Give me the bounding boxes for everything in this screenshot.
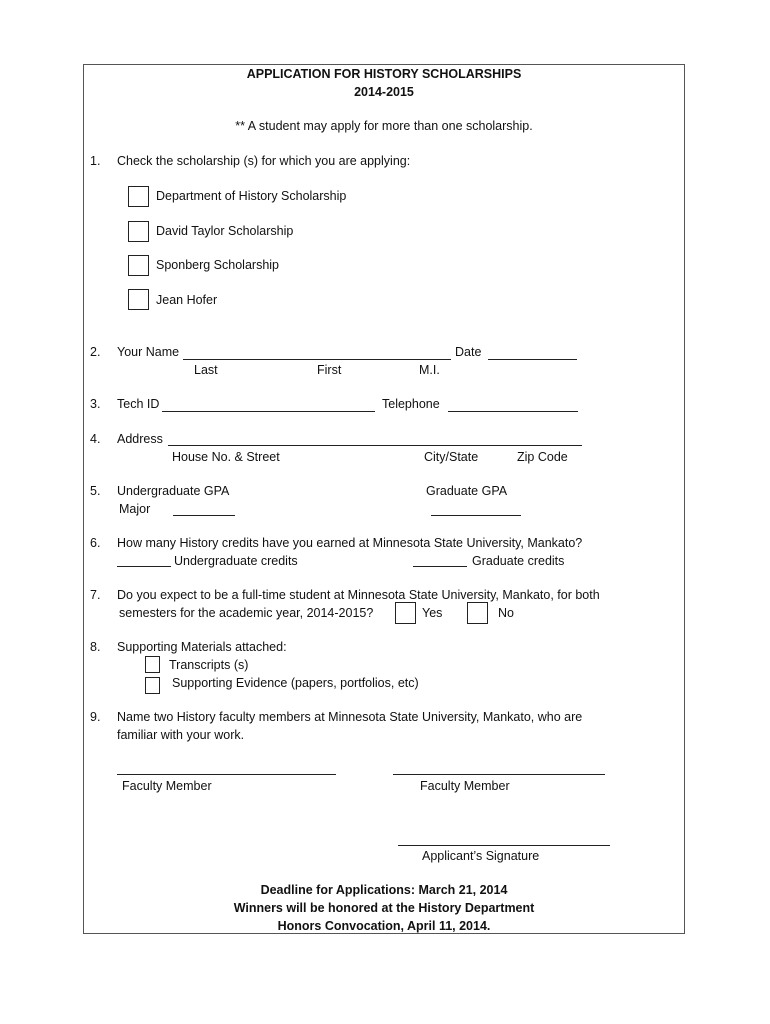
grad-gpa-field[interactable] bbox=[431, 515, 521, 516]
address-sub-street: House No. & Street bbox=[172, 450, 280, 464]
date-field[interactable] bbox=[488, 359, 577, 360]
tech-id-label: Tech ID bbox=[117, 397, 160, 411]
yes-label: Yes bbox=[422, 606, 443, 620]
q6-number: 6. bbox=[90, 536, 101, 550]
checkbox-dept-history[interactable] bbox=[128, 186, 149, 207]
checkbox-sponberg[interactable] bbox=[128, 255, 149, 276]
q1-text: Check the scholarship (s) for which you are applying: bbox=[117, 154, 411, 168]
undergrad-credits-field[interactable] bbox=[117, 566, 171, 567]
faculty-member-2-field[interactable] bbox=[393, 774, 605, 775]
address-sub-city: City/State bbox=[424, 450, 479, 464]
faculty-member-2-label: Faculty Member bbox=[420, 779, 510, 793]
tech-id-field[interactable] bbox=[162, 411, 375, 412]
form-title: APPLICATION FOR HISTORY SCHOLARSHIPS bbox=[246, 67, 522, 81]
checkbox-yes[interactable] bbox=[395, 602, 416, 624]
grad-credits-label: Graduate credits bbox=[472, 554, 565, 568]
checkbox-transcripts[interactable] bbox=[145, 656, 160, 673]
faculty-member-1-field[interactable] bbox=[117, 774, 336, 775]
checkbox-david-taylor[interactable] bbox=[128, 221, 149, 242]
name-label: Your Name bbox=[117, 345, 180, 359]
option-jean-hofer: Jean Hofer bbox=[156, 293, 218, 307]
q7-line2: semesters for the academic year, 2014-2015? bbox=[119, 606, 374, 620]
option-david-taylor: David Taylor Scholarship bbox=[156, 224, 294, 238]
grad-gpa-label: Graduate GPA bbox=[426, 484, 508, 498]
supporting-evidence-label: Supporting Evidence (papers, portfolios, etc) bbox=[172, 676, 419, 690]
form-year: 2014-2015 bbox=[354, 85, 414, 99]
q4-number: 4. bbox=[90, 432, 101, 446]
q6-text: How many History credits have you earned at Minnesota State University, Mankato? bbox=[117, 536, 583, 550]
checkbox-no[interactable] bbox=[467, 602, 488, 624]
q7-number: 7. bbox=[90, 588, 101, 602]
q2-number: 2. bbox=[90, 345, 101, 359]
q7-line1: Do you expect to be a full-time student at Minnesota State University, Mankato, for both bbox=[117, 588, 600, 602]
name-sub-mi: M.I. bbox=[419, 363, 440, 377]
grad-credits-field[interactable] bbox=[413, 566, 467, 567]
undergrad-gpa-label: Undergraduate GPA bbox=[117, 484, 230, 498]
address-label: Address bbox=[117, 432, 163, 446]
major-label: Major bbox=[119, 502, 151, 516]
name-sub-first: First bbox=[317, 363, 342, 377]
q8-text: Supporting Materials attached: bbox=[117, 640, 287, 654]
signature-label: Applicant’s Signature bbox=[422, 849, 540, 863]
address-sub-zip: Zip Code bbox=[517, 450, 568, 464]
telephone-label: Telephone bbox=[382, 397, 440, 411]
q5-number: 5. bbox=[90, 484, 101, 498]
deadline-text: Deadline for Applications: March 21, 2014 bbox=[260, 883, 508, 897]
major-field[interactable] bbox=[173, 515, 235, 516]
q8-number: 8. bbox=[90, 640, 101, 654]
name-sub-last: Last bbox=[194, 363, 218, 377]
date-label: Date bbox=[455, 345, 482, 359]
no-label: No bbox=[498, 606, 514, 620]
q3-number: 3. bbox=[90, 397, 101, 411]
faculty-member-1-label: Faculty Member bbox=[122, 779, 212, 793]
q9-number: 9. bbox=[90, 710, 101, 724]
q9-line1: Name two History faculty members at Minnesota State University, Mankato, who are bbox=[117, 710, 583, 724]
convocation-text: Honors Convocation, April 11, 2014. bbox=[277, 919, 491, 933]
undergrad-credits-label: Undergraduate credits bbox=[174, 554, 298, 568]
q9-line2: familiar with your work. bbox=[117, 728, 245, 742]
option-sponberg: Sponberg Scholarship bbox=[156, 258, 279, 272]
signature-field[interactable] bbox=[398, 845, 610, 846]
telephone-field[interactable] bbox=[448, 411, 578, 412]
option-dept-history: Department of History Scholarship bbox=[156, 189, 347, 203]
name-field[interactable] bbox=[183, 359, 451, 360]
address-field[interactable] bbox=[168, 445, 582, 446]
q1-number: 1. bbox=[90, 154, 101, 168]
winners-text: Winners will be honored at the History Department bbox=[233, 901, 535, 915]
checkbox-jean-hofer[interactable] bbox=[128, 289, 149, 310]
form-note: ** A student may apply for more than one scholarship. bbox=[235, 119, 533, 133]
checkbox-supporting-evidence[interactable] bbox=[145, 677, 160, 694]
transcripts-label: Transcripts (s) bbox=[169, 658, 249, 672]
